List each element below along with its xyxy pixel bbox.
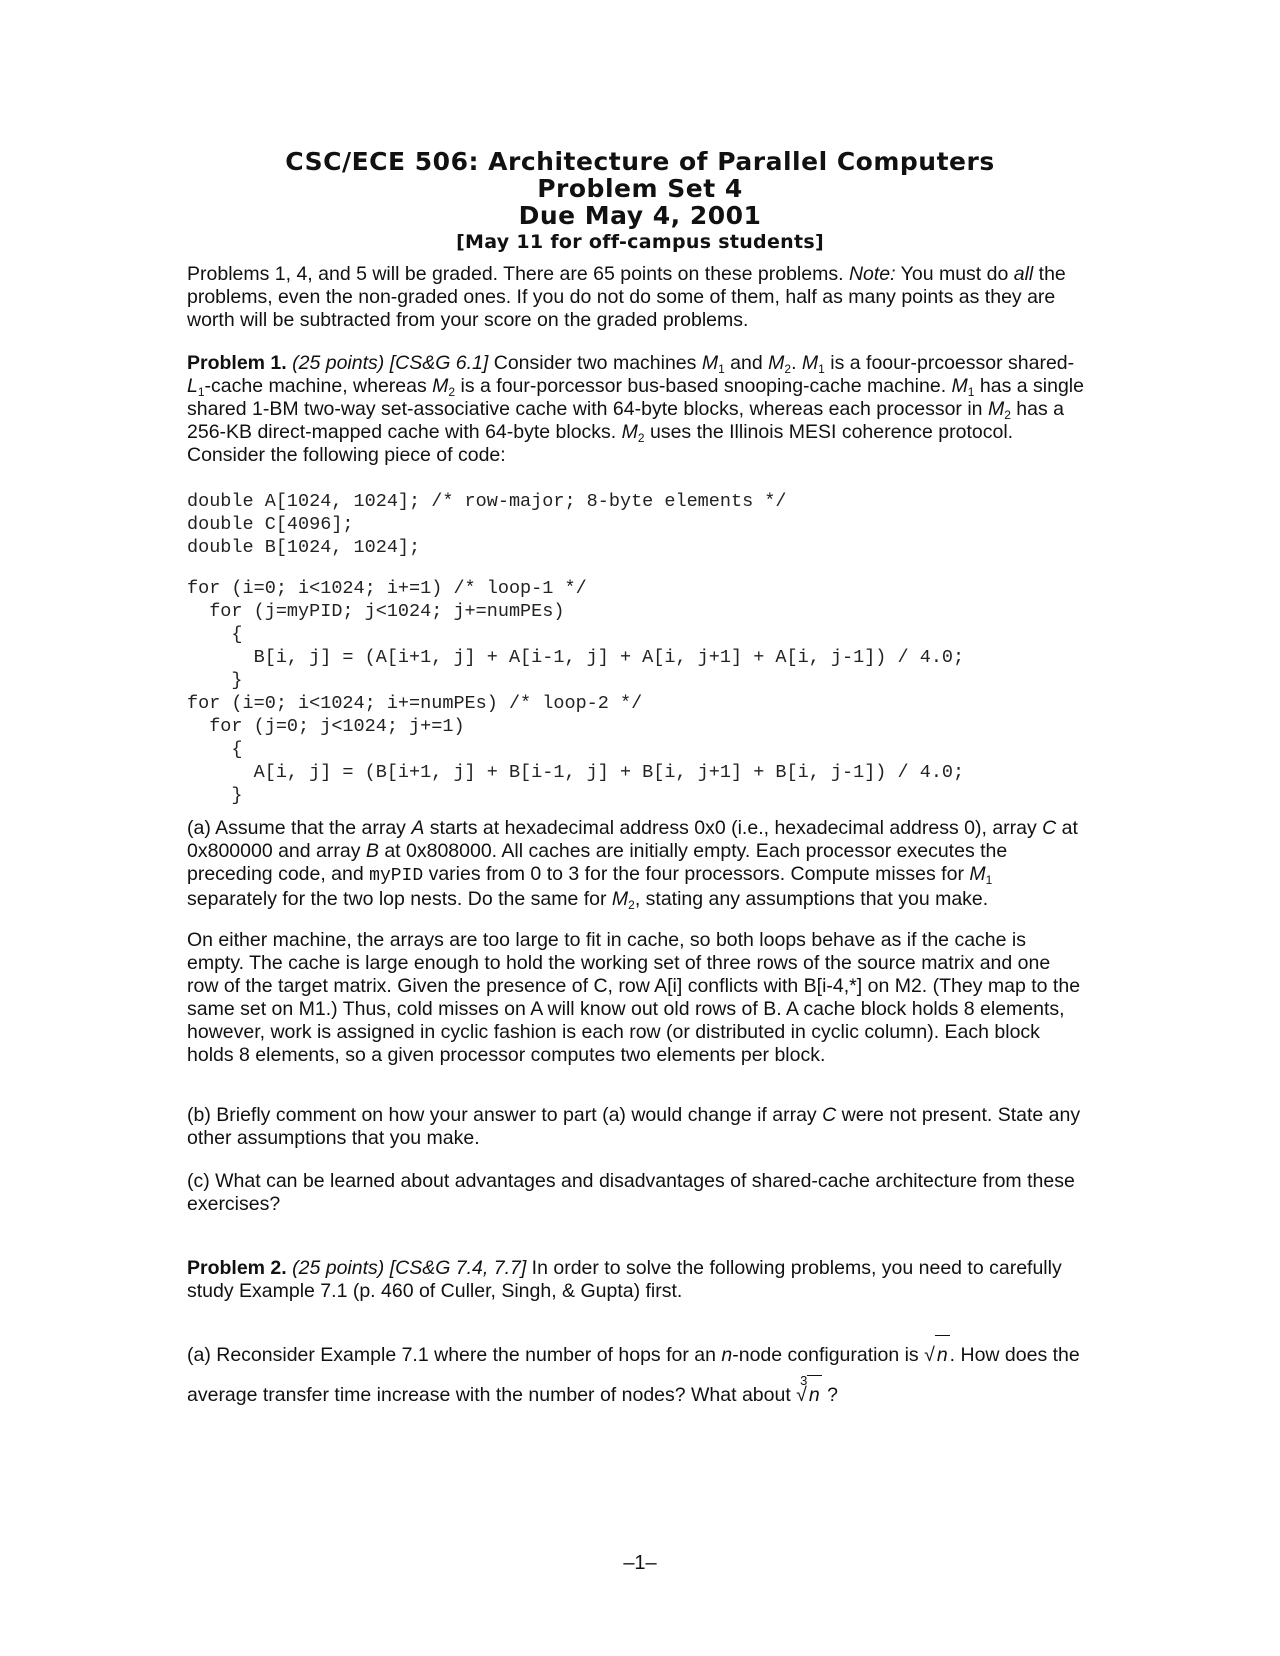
- page-number: –1–: [623, 1552, 657, 1574]
- intro-paragraph: Problems 1, 4, and 5 will be graded. There are 65 points on these problems. Note: You must do all the problems, even the non-graded ones. If you do not do some of them, half as many points as they are worth will be subtracted from your score on the graded problems.: [187, 263, 1066, 331]
- problem-2-part-a: (a) Reconsider Example 7.1 where the number of hops for an n-node configuration is √ n . How does the average transfer time increase with the number of nodes? What about 3 √ n ?: [187, 1335, 1087, 1415]
- problem-1-label: Problem 1.: [187, 352, 287, 374]
- problem-1-part-a: (a) Assume that the array A starts at hexadecimal address 0x0 (i.e., hexadecimal address 0), array C at 0x800000 and array B at 0x808000. All caches are initially empty. Each processor executes the preceding code, and myPID varies from 0 to 3 for the four processors. Compute misses for $M_1$ separately for the two lop nests. Do the same for $M_2$, stating any assumptions that you make.: [187, 817, 1078, 912]
- code-declarations: double A[1024, 1024]; /* row-major; 8-byte elements */ double C[4096]; double B[1024, 1024];: [187, 491, 787, 558]
- problem-1-answer-a: On either machine, the arrays are too large to fit in cache, so both loops behave as if the cache is empty. The cache is large enough to hold the working set of three rows of the source matrix and one row of the target matrix. Given the presence of C, row A[i] conflicts with B[i-4,*] on M2. (They map to the same set on M1.) Thus, cold misses on A will know out old rows of B. A cache block holds 8 elements, however, work is assigned in cyclic fashion is each row (or distributed in cyclic column). Each block holds 8 elements, so a given processor computes two elements per block.: [187, 929, 1081, 1066]
- off-campus-due-date: [May 11 for off-campus students]: [456, 231, 824, 253]
- code-loops: for (i=0; i<1024; i+=1) /* loop-1 */ for (j=myPID; j<1024; j+=numPEs) { B[i, j] = (A[i+1, j] + A[i-1, j] + A[i, j+1] + A[i, j-1]) / 4.0; } for (i=0; i<1024; i+=numPEs) /* loop-2 */ for (j=0; j<1024; j+=1) { A[i, j] = (B[i+1, j] + B[i-1, j] + B[i, j+1] + B[i, j-1]) / 4.0; }: [187, 578, 965, 806]
- problem-1-part-b: (b) Briefly comment on how your answer to part (a) would change if array C were not present. State any other assumptions that you make.: [187, 1104, 1081, 1149]
- cube-root-n: 3 √ n: [796, 1375, 822, 1415]
- course-title: CSC/ECE 506: Architecture of Parallel Computers: [285, 147, 995, 176]
- problem-2-label: Problem 2.: [187, 1257, 287, 1279]
- square-root-n: √ n: [924, 1335, 950, 1375]
- problem-set-title: Problem Set 4: [537, 174, 743, 203]
- problem-1-part-c: (c) What can be learned about advantages and disadvantages of shared-cache architecture from these exercises?: [187, 1170, 1075, 1215]
- problem-2-statement: Problem 2. (25 points) [CS&G 7.4, 7.7] In order to solve the following problems, you need to carefully study Example 7.1 (p. 460 of Culler, Singh, & Gupta) first.: [187, 1257, 1062, 1302]
- document-header: [0, 148, 1280, 256]
- due-date: Due May 4, 2001: [518, 201, 762, 230]
- problem-1-statement: Problem 1. (25 points) [CS&G 6.1] Consider two machines $M_1$ and $M_2$. $M_1$ is a foour-prcoessor shared-$L_1$-cache machine, whereas $M_2$ is a four-porcessor bus-based snooping-cache machine. $M_1$ has a single shared 1-BM two-way set-associative cache with 64-byte blocks, whereas each processor in $M_2$ has a 256-KB direct-mapped cache with 64-byte blocks. $M_2$ uses the Illinois MESI coherence protocol. Consider the following piece of code:: [187, 352, 1084, 466]
